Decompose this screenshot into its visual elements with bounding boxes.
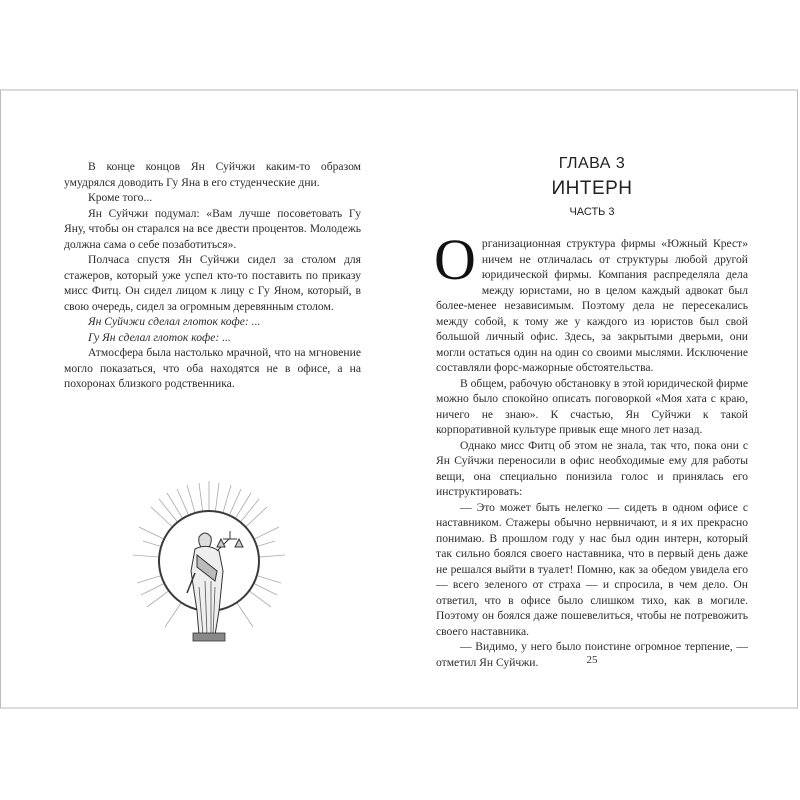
drop-cap: О (434, 227, 476, 292)
chapter-title: ИНТЕРН (551, 178, 633, 199)
part-label: ЧАСТЬ 3 (569, 206, 615, 218)
left-page-body (64, 159, 361, 392)
paragraph: В общем, рабочую обстановку в этой юридической фирме можно было спокойно описать поговоркой «Моя хата с краю, ничего не знаю». К счастью, Ян Суйчжи к такой корпоративной культуре привык еще много лет назад. (436, 376, 748, 436)
paragraph-italic: Ян Суйчжи сделал глоток кофе: ... (88, 315, 261, 328)
paragraph: Атмосфера была настолько мрачной, что на мгновение могло показаться, что оба находятся не в офисе, а на похоронах близкого родственника. (64, 346, 361, 390)
paragraph-italic: Гу Ян сделал глоток кофе: ... (88, 330, 231, 344)
left-page (1, 91, 401, 707)
paragraph: В конце концов Ян Суйчжи каким-то образом умудрялся доводить Гу Яна в его студенческие дни. (64, 160, 361, 189)
right-page-body (434, 227, 748, 670)
paragraph: — Это может быть нелегко — сидеть в одном офисе с наставником. Стажеры обычно нервничают, и я их прекрасно понимаю. В прошлом году у нас был один интерн, который так сильно боялся своего наставника, что в первый день даже не решался выйти в туалет! Помню, как за обедом увидела его — всего зеленого от страха — и спросила, в чем дело. Он ответил, что в офисе было слишком тихо, как в могиле. Поэтому он боялся даже пошевелиться, чтобы не потревожить своего наставника. (436, 500, 748, 638)
right-page (401, 91, 799, 707)
paragraph: Ян Суйчжи подумал: «Вам лучше посоветовать Гу Яну, чтобы он старался на все двести процентов. Молодежь должна сама о себе позаботиться». (64, 206, 361, 251)
paragraph: — Видимо, у него было поистине огромное терпение, — отметил Ян Суйчжи. (436, 640, 748, 669)
paragraph: Кроме того... (88, 191, 153, 204)
lady-justice-sunburst-icon (133, 477, 285, 647)
paragraph: Полчаса спустя Ян Суйчжи сидел за столом для стажеров, который уже успел кто-то поставить по приказу мисс Фитц. Он сидел лицом к лицу с Гу Яном, который, в свою очередь, сидел за огромным деревянным столом. (64, 253, 361, 313)
book-spread (0, 89, 798, 709)
paragraph: Однако мисс Фитц об этом не знала, так что, пока они с Ян Суйчжи переносили в офис необходимые ему для работы вещи, она специально понизила голос и принялась его инструктировать: (436, 438, 748, 498)
first-paragraph-text: рганизационная структура фирмы «Южный Крест» ничем не отличалась от структуры любой другой юридической фирмы. Компания распределяла дела между юристами, но в целом каждый адвокат был более-менее независимым. Поэтому дела не пересекались между собой, к тому же у каждого из юристов был свой большой личный офис. Здесь, за закрытыми дверьми, они могли остаться один на один со своими мыслями. Исключение составляли форс-мажорные обстоятельства. (436, 237, 748, 374)
first-paragraph (434, 227, 748, 376)
chapter-label: ГЛАВА 3 (558, 155, 626, 172)
page-number: 25 (586, 654, 598, 666)
